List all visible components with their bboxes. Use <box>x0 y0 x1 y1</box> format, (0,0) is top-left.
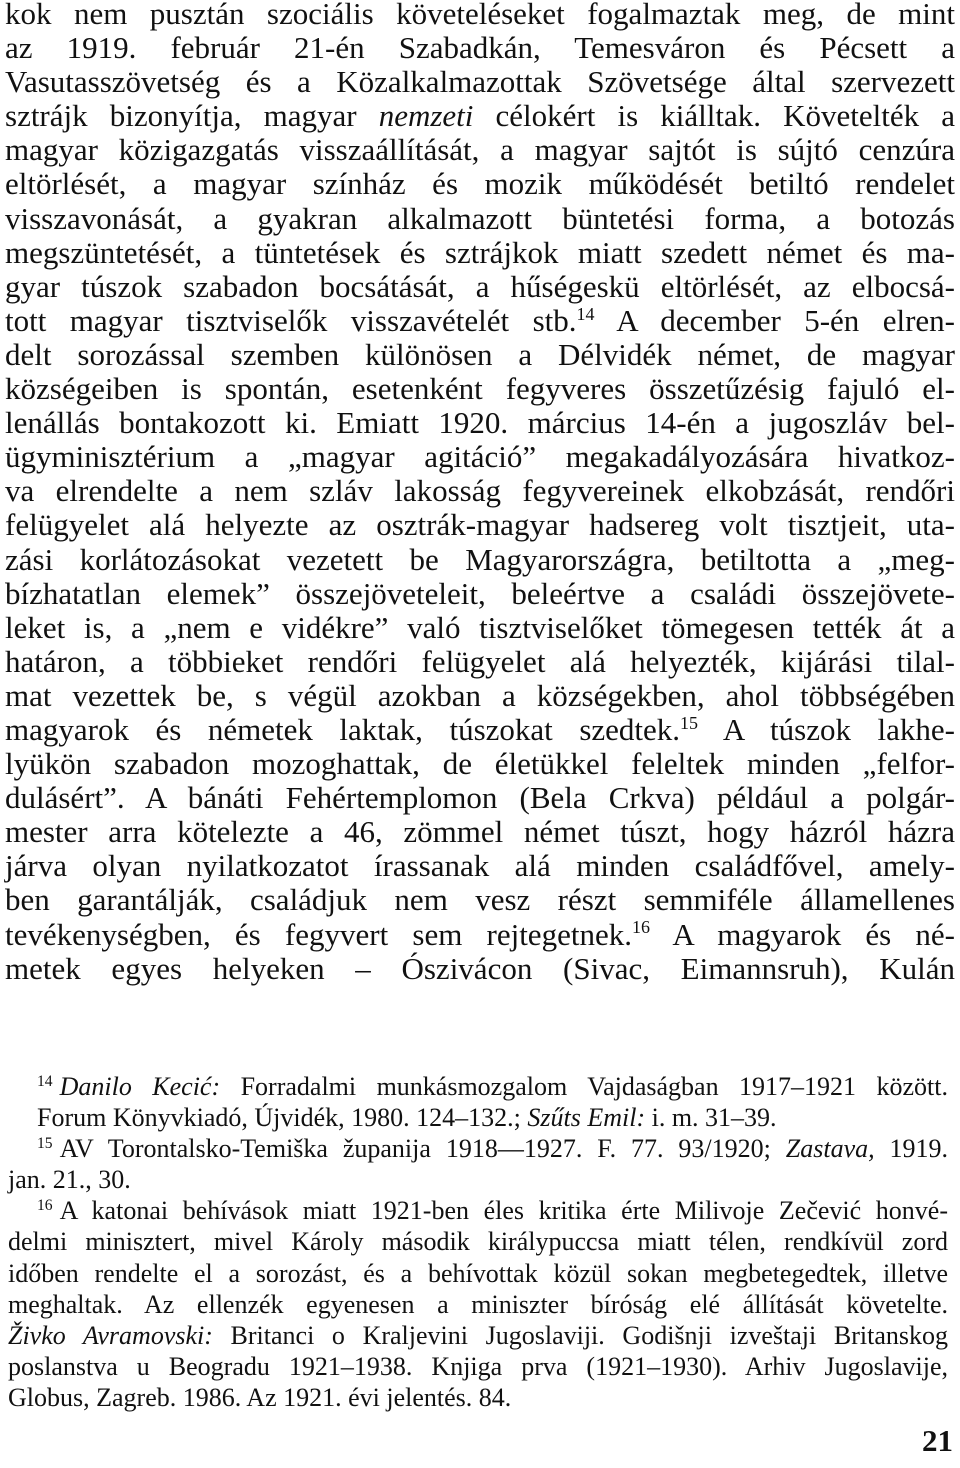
footnotes <box>8 1071 948 1413</box>
text-line: megszüntetését, a tüntetések és sztrájkok miatt szedett német és ma- <box>5 234 955 270</box>
text-segment: tott magyar tisztviselők visszavételét stb. <box>5 302 577 338</box>
footnote-15 <box>8 1133 948 1195</box>
text-line <box>5 713 955 747</box>
text-line: visszavonását, a gyakran alkalmazott büntetési forma, a botozás <box>5 200 955 236</box>
emphasis: nemzeti <box>378 98 474 134</box>
text-segment: A túszok lakhe- <box>698 711 955 747</box>
footnote-line: poslanstva u Beogradu 1921–1938. Knjiga prva (1921–1930). Arhiv Jugoslavije, <box>8 1351 948 1381</box>
footnote-14 <box>8 1071 948 1133</box>
footnote-line: meghaltak. Az ellenzék egyenesen a miniszter bíróság elé állítását követelte. <box>8 1289 948 1319</box>
text-line: bízhatatlan elemek” összejöveteleit, beleértve a családi összejövete- <box>5 575 955 611</box>
footnote-line: delmi minisztert, mivel Károly második királypuccsa miatt télen, rendkívül zord <box>8 1227 948 1257</box>
footnote-line <box>8 1071 948 1102</box>
text-segment: sztrájk bizonyítja, magyar <box>5 98 379 134</box>
text-line: magyar közigazgatás visszaállítását, a magyar sajtót is sújtó cenzúra <box>5 132 955 168</box>
text-segment: A katonai behívások miatt 1921-ben éles kritika érte Milivoje Zečević honvé- <box>59 1196 948 1226</box>
footnote-line: jan. 21., 30. <box>8 1165 131 1195</box>
text-segment: Britanci o Kraljevini Jugoslaviji. Godišnji izveštaji Britanskog <box>212 1320 948 1350</box>
text-line: mat vezettek be, s végül azokban a községekben, ahol többségében <box>5 677 955 713</box>
text-segment: 1919. <box>874 1134 949 1164</box>
footnote-line <box>8 1320 948 1351</box>
text-line: járva olyan nyilatkozatot írassanak alá minden családfővel, amely- <box>5 848 955 884</box>
text-segment: célokért is kiálltak. Követelték a <box>473 98 955 134</box>
author-name: Szűts Emil: <box>527 1103 646 1133</box>
author-name: Danilo Kecić: <box>59 1072 221 1101</box>
text-line: kok nem pusztán szociális követeléseket fogalmaztak meg, de mint <box>5 0 955 31</box>
text-line <box>5 99 955 133</box>
text-line: leket is, a „nem e vidékre” való tisztviselőket tömegesen tették át a <box>5 609 955 645</box>
footnote-16 <box>8 1195 948 1413</box>
text-segment: AV Torontalsko-Temiška županija 1918—1927. F. 77. 93/1920; <box>59 1134 786 1164</box>
text-segment: i. m. 31–39. <box>645 1103 777 1133</box>
footnote-marker: 16 <box>37 1197 53 1215</box>
text-segment: A magyarok és né- <box>649 916 955 952</box>
text-segment: Forum Könyvkiadó, Újvidék, 1980. 124–132.; <box>37 1103 528 1133</box>
footnote-line <box>8 1133 948 1164</box>
footnote-line <box>8 1102 948 1133</box>
text-line: dulásért”. A bánáti Fehértemplomon (Bela Crkva) például a polgár- <box>5 780 955 816</box>
author-name: Živko Avramovski: <box>8 1320 213 1350</box>
text-line: felügyelet alá helyezte az osztrák-magyar hadsereg volt tisztjeit, uta- <box>5 507 955 543</box>
text-line <box>5 918 955 952</box>
text-line: az 1919. február 21-én Szabadkán, Temesváron és Pécsett a <box>5 30 955 66</box>
text-line: metek egyes helyeken – Ószivácon (Sivac, Eimannsruh), Kulán <box>5 950 955 986</box>
text-line: lyükön szabadon mozoghattak, de életükkel feleltek minden „felfor- <box>5 746 955 782</box>
footnote-marker: 15 <box>37 1134 53 1152</box>
text-line: Vasutasszövetség és a Közalkalmazottak Szövetsége által szervezett <box>5 64 955 100</box>
text-line <box>5 304 955 338</box>
text-line: delt sorozással szemben különösen a Délvidék német, de magyar <box>5 336 955 372</box>
text-line: va elrendelte a nem szláv lakosság fegyvereinek elkobzását, rendőri <box>5 473 955 509</box>
text-segment: tevékenységben, és fegyvert sem rejtegetnek. <box>5 916 632 952</box>
text-segment: A december 5-én elren- <box>594 302 955 338</box>
main-text <box>5 0 955 986</box>
footnote-line: időben rendelte el a sorozást, és a behívottak közül sokan megbetegedtek, illetve <box>8 1258 948 1288</box>
text-line: községeiben is spontán, esetenként fegyveres összetűzésig fajuló el- <box>5 371 955 407</box>
text-line: lenállás bontakozott ki. Emiatt 1920. március 14-én a jugoszláv bel- <box>5 405 955 441</box>
text-line: zási korlátozásokat vezetett be Magyarországra, betiltotta a „meg- <box>5 541 955 577</box>
text-line: gyar túszok szabadon bocsátását, a hűségeskü eltörlését, az elbocsá- <box>5 268 955 304</box>
text-line: eltörlését, a magyar színház és mozik működését betiltó rendelet <box>5 166 955 202</box>
text-line: határon, a többieket rendőri felügyelet alá helyezték, kijárási tilal- <box>5 643 955 679</box>
text-segment: Forradalmi munkásmozgalom Vajdaságban 1917–1921 között. <box>220 1072 948 1101</box>
footnote-line: Globus, Zagreb. 1986. Az 1921. évi jelentés. 84. <box>8 1382 512 1412</box>
footnote-reference: 14 <box>576 303 595 324</box>
text-segment: magyarok és németek laktak, túszokat szedtek. <box>5 711 681 747</box>
footnote-reference: 15 <box>680 712 698 733</box>
publication-title: Zastava, <box>785 1134 875 1164</box>
footnote-line <box>8 1195 948 1226</box>
footnote-marker: 14 <box>37 1072 53 1090</box>
text-line: mester arra kötelezte a 46, zömmel német túszt, hogy házról házra <box>5 814 955 850</box>
footnote-reference: 16 <box>631 917 650 938</box>
text-line: ben garantálják, családjuk nem vesz részt semmiféle államellenes <box>5 882 955 918</box>
page-number: 21 <box>922 1423 953 1458</box>
text-line: ügyminisztérium a „magyar agitáció” megakadályozására hivatkoz- <box>5 439 955 475</box>
